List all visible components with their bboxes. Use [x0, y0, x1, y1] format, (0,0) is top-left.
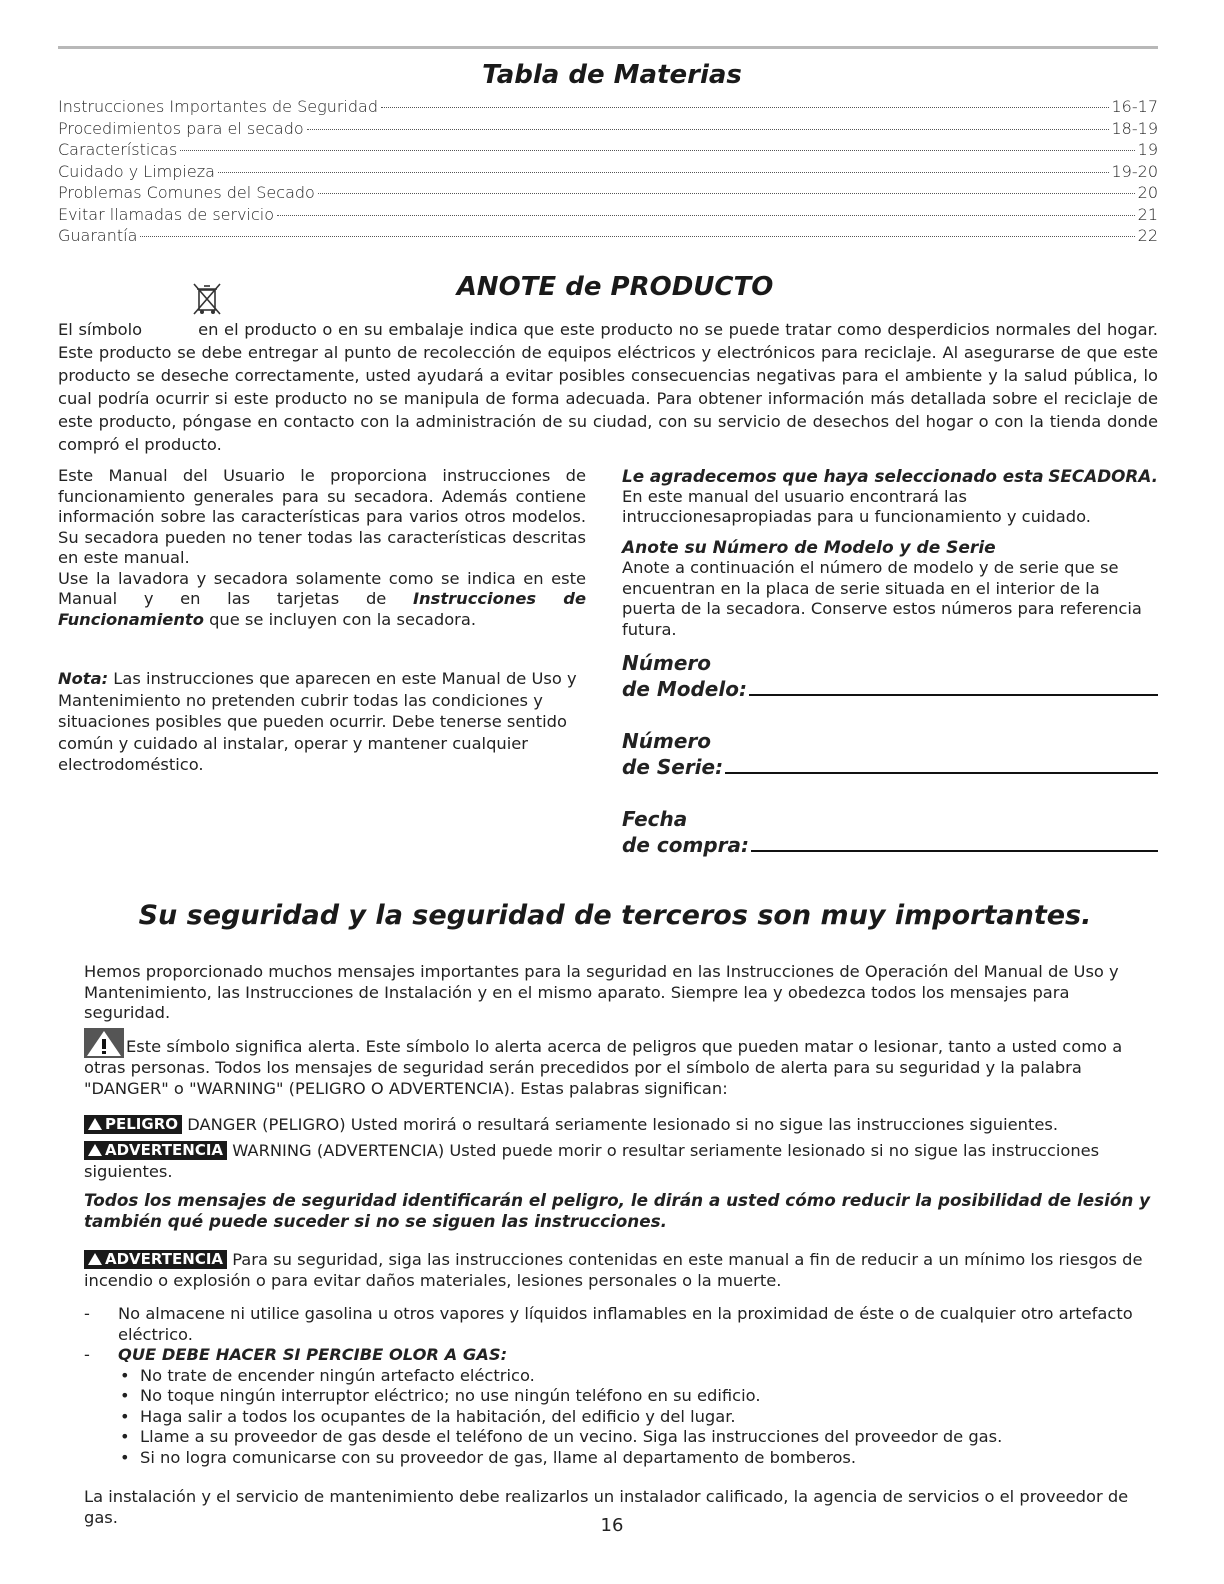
- toc-entry-label: Problemas Comunes del Secado: [58, 183, 315, 202]
- toc-entry-label: Evitar llamadas de servicio: [58, 204, 275, 224]
- note-block: [58, 668, 578, 776]
- use-text-1: Use la lavadora y secadora solamente como se indica en este Manual y en las tarjetas de: [58, 568, 586, 608]
- advertencia-text: Para su seguridad, siga las instrucciones contenidas en este manual a fin de reducir a un mínimo los riesgos de incendio o explosión o para evitar daños materiales, lesiones personales o la muerte.: [84, 1250, 1143, 1290]
- toc-leader-dots: [318, 193, 1135, 194]
- toc-entry[interactable]: [58, 161, 1158, 183]
- use-text: [58, 569, 586, 631]
- field-label-line1: Número: [622, 729, 711, 753]
- bullet-mark: •: [120, 1427, 130, 1446]
- gas-step: [84, 1386, 1158, 1407]
- toc-entry-label: Instrucciones Importantes de Seguridad: [58, 97, 378, 116]
- gas-safety-list: [84, 1304, 1158, 1468]
- warning-text: WARNING (ADVERTENCIA) Usted puede morir o resultar seriamente lesionado si no sigue las instrucciones siguientes.: [84, 1141, 1100, 1181]
- bullet-mark: •: [120, 1406, 130, 1426]
- danger-badge-label: PELIGRO: [105, 1115, 178, 1133]
- note-label: Nota:: [58, 669, 109, 688]
- serial-number-field[interactable]: [622, 728, 1158, 780]
- crossed-out-bin-icon: [190, 280, 224, 318]
- gas-step-text: Si no logra comunicarse con su proveedor de gas, llame al departamento de bomberos.: [140, 1447, 857, 1467]
- toc-entry-page: 19: [1137, 140, 1158, 159]
- gas-step-text: No toque ningún interruptor eléctrico; no use ningún teléfono en su edificio.: [140, 1386, 761, 1405]
- toc-entry[interactable]: [58, 225, 1158, 247]
- gas-heading: QUE DEBE HACER SI PERCIBE OLOR A GAS:: [118, 1345, 508, 1364]
- advertencia-badge-label: ADVERTENCIA: [105, 1250, 224, 1268]
- symbol-text: en el producto o en su embalaje indica que este producto no se puede tratar como desperdicios normales del hogar. Este producto se debe entregar al punto de recolección de equipos eléctricos y electrónicos para reciclaje. Al asegurarse de que este producto se deseche correctamente, usted ayudará a evitar posibles consecuencias negativas para el ambiente y la salud pública, lo cual podría ocurrir si este producto no se manipula de forma adecuada. Para obtener información más detallada sobre el reciclaje de este producto, póngase en contacto con la administración de su ciudad, con su servicio de desechos del hogar o con la tienda donde compró el producto.: [58, 320, 1158, 454]
- toc-entry-label: Características: [58, 140, 178, 159]
- symbol-prefix: El símbolo: [58, 320, 143, 339]
- dash-mark: -: [84, 1304, 90, 1323]
- toc-entry[interactable]: [58, 118, 1158, 140]
- list-item: [84, 1304, 1158, 1345]
- toc-leader-dots: [140, 236, 1134, 237]
- advertencia-badge: [84, 1250, 227, 1269]
- safety-title: Su seguridad y la seguridad de terceros son muy importantes.: [138, 900, 1092, 931]
- model-number-field[interactable]: [622, 650, 1158, 702]
- toc-title: Tabla de Materias: [482, 60, 742, 90]
- toc-entry-label: Procedimientos para el secado: [58, 118, 304, 138]
- warning-definition: [84, 1141, 1158, 1182]
- item-text: No almacene ni utilice gasolina u otros vapores y líquidos inflamables en la proximidad de éste o de cualquier otro artefacto eléctrico.: [118, 1304, 1133, 1344]
- toc-entry-page: 16-17: [1111, 97, 1158, 116]
- gas-step: [84, 1366, 1158, 1387]
- toc-entry-page: 22: [1137, 226, 1158, 245]
- page-number: 16: [600, 1515, 624, 1536]
- gas-step-text: Haga salir a todos los ocupantes de la habitación, del edificio y del lugar.: [140, 1406, 736, 1426]
- toc-entry-page: 20: [1137, 183, 1158, 202]
- record-section: [622, 466, 1158, 640]
- alert-paragraph: [84, 1028, 1158, 1099]
- bullet-mark: •: [120, 1365, 130, 1385]
- toc-entry[interactable]: [58, 96, 1158, 118]
- toc-entry-page: 18-19: [1111, 118, 1158, 138]
- manual-intro: [58, 466, 586, 630]
- gas-step: [84, 1448, 1158, 1469]
- dash-mark: -: [84, 1345, 90, 1364]
- bullet-mark: •: [120, 1386, 130, 1405]
- safety-message-emphasis: Todos los mensajes de seguridad identificarán el peligro, le dirán a usted cómo reducir la posibilidad de lesión y también qué puede suceder si no se siguen las instrucciones.: [84, 1190, 1151, 1231]
- recycling-notice: [58, 318, 1158, 456]
- bullet-mark: •: [120, 1447, 130, 1467]
- toc-leader-dots: [277, 215, 1135, 216]
- toc-leader-dots: [180, 150, 1134, 151]
- record-text: Anote a continuación el número de modelo y de serie que se encuentran en la placa de serie situada en el interior de la puerta de la secadora. Conserve estos números para referencia futura.: [622, 558, 1142, 639]
- toc-entry-page: 19-20: [1111, 161, 1158, 181]
- thanks-product: SECADORA.: [1048, 466, 1158, 486]
- field-label-line2: de Modelo:: [622, 677, 747, 701]
- note-text: Las instrucciones que aparecen en este Manual de Uso y Mantenimiento no pretenden cubrir todas las condiciones y situaciones posibles que pueden ocurrir. Debe tenerse sentido común y cuidado al instalar, operar y mantener cualquier electrodoméstico.: [58, 669, 577, 774]
- model-number-input-line[interactable]: [749, 676, 1158, 696]
- serial-number-input-line[interactable]: [725, 754, 1158, 774]
- alert-text: Este símbolo significa alerta. Este símbolo lo alerta acerca de peligros que pueden matar o lesionar, tanto a usted como a otras personas. Todos los mensajes de seguridad serán precedidos por el símbolo de alerta para su seguridad y la palabra "DANGER" o "WARNING" (PELIGRO O ADVERTENCIA). Estas palabras significan:: [84, 1037, 1123, 1098]
- gas-step-text: Llame a su proveedor de gas desde el teléfono de un vecino. Siga las instrucciones del proveedor de gas.: [140, 1427, 1003, 1446]
- gas-step-text: No trate de encender ningún artefacto eléctrico.: [140, 1365, 535, 1385]
- thanks-heading: [622, 466, 1158, 487]
- toc-entry-label: Guarantía: [58, 226, 138, 245]
- danger-definition: [84, 1115, 1158, 1136]
- use-text-2: que se incluyen con la secadora.: [209, 609, 477, 629]
- toc-entry-page: 21: [1137, 204, 1158, 224]
- warning-badge-label: ADVERTENCIA: [105, 1141, 224, 1159]
- table-of-contents: [58, 96, 1158, 247]
- alert-triangle-icon: [84, 1028, 124, 1058]
- purchase-date-field[interactable]: [622, 806, 1158, 858]
- safety-intro: Hemos proporcionado muchos mensajes importantes para la seguridad en las Instrucciones de Operación del Manual de Uso y Mantenimiento, las Instrucciones de Instalación y en el mismo aparato. Siempre lea y obedezca todos los mensajes para seguridad.: [84, 962, 1119, 1022]
- field-label-line1: Número: [622, 651, 711, 675]
- toc-leader-dots: [218, 172, 1109, 173]
- product-section-title: ANOTE de PRODUCTO: [456, 272, 774, 302]
- toc-entry-label: Cuidado y Limpieza: [58, 161, 215, 181]
- toc-leader-dots: [381, 107, 1109, 108]
- top-rule: [58, 46, 1158, 49]
- toc-entry[interactable]: [58, 182, 1158, 204]
- model-heading: Anote su Número de Modelo y de Serie: [622, 537, 996, 558]
- toc-leader-dots: [307, 129, 1109, 130]
- instructions-title: Instrucciones de Funcionamiento: [58, 589, 586, 629]
- toc-entry[interactable]: [58, 139, 1158, 161]
- advertencia-paragraph: [84, 1250, 1158, 1291]
- list-item: [84, 1345, 1158, 1366]
- thanks-head-text: Le agradecemos que haya seleccionado esta: [622, 466, 1044, 486]
- field-label-line2: de Serie:: [622, 755, 724, 779]
- thanks-text: En este manual del usuario encontrará las intruccionesapropiadas para u funcionamiento y cuidado.: [622, 486, 1091, 526]
- warning-badge: [84, 1141, 227, 1160]
- gas-step: [84, 1407, 1158, 1428]
- gas-step: [84, 1427, 1158, 1448]
- toc-entry[interactable]: [58, 204, 1158, 226]
- gas-steps: [84, 1366, 1158, 1469]
- danger-text: DANGER (PELIGRO) Usted morirá o resultará seriamente lesionado si no sigue las instrucciones siguientes.: [187, 1115, 1059, 1134]
- field-label-line2: de compra:: [622, 833, 749, 857]
- danger-badge: [84, 1115, 182, 1134]
- field-label-line1: Fecha: [622, 807, 688, 831]
- purchase-date-input-line[interactable]: [751, 832, 1158, 852]
- manual-text: Este Manual del Usuario le proporciona instrucciones de funcionamiento generales para su secadora. Además contiene información sobre las características para varios otros modelos. Su secadora pueden no tener todas las características descritas en este manual.: [58, 466, 586, 567]
- installation-notice: La instalación y el servicio de mantenimiento debe realizarlos un instalador calificado, la agencia de servicios o el proveedor de gas.: [84, 1487, 1129, 1527]
